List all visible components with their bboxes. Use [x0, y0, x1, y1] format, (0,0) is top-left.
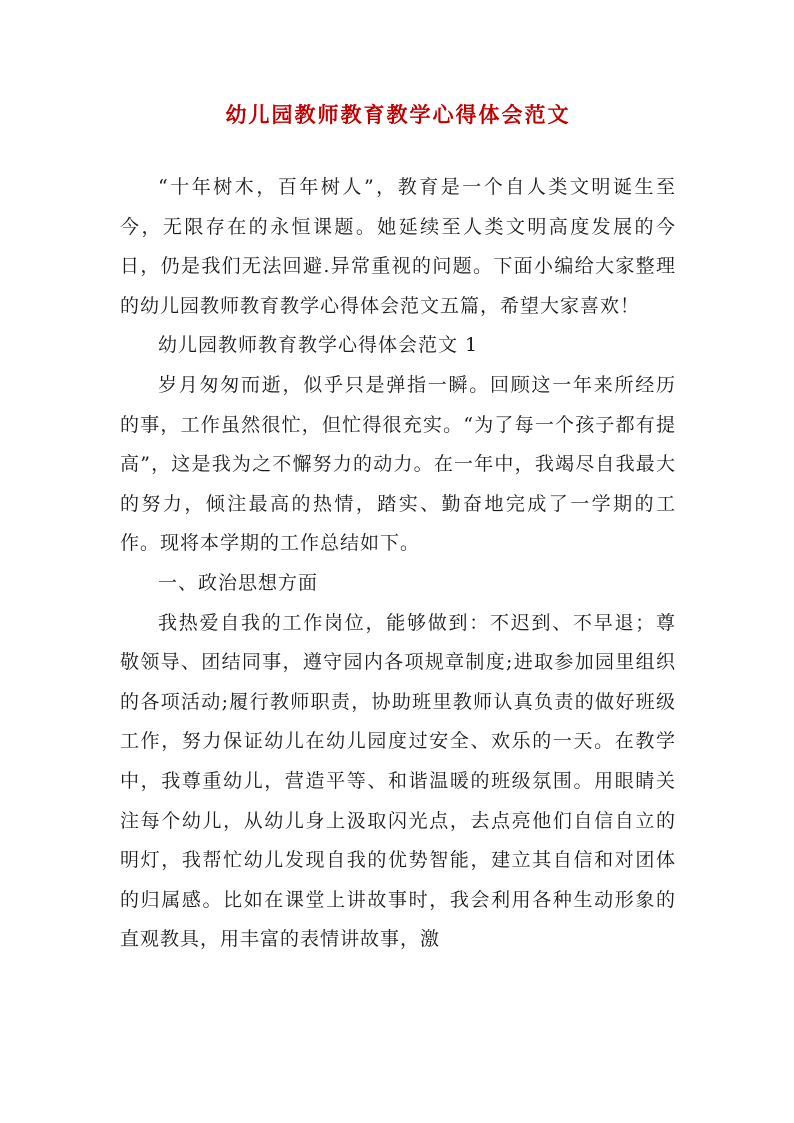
body-paragraph: 岁月匆匆而逝，似乎只是弹指一瞬。回顾这一年来所经历的事，工作虽然很忙，但忙得很充实。“为了每一个孩子都有提高”，这是我为之不懈努力的动力。在一年中，我竭尽自我最大的努力，倾注最高的热情，踏实、勤奋地完成了一学期的工作。现将本学期的工作总结如下。 [120, 373, 676, 555]
document-title: 幼儿园教师教育教学心得体会范文 [225, 102, 571, 127]
intro-paragraph: “十年树木，百年树人”，教育是一个自人类文明诞生至今，无限存在的永恒课题。她延续至人类文明高度发展的今日，仍是我们无法回避.异常重视的问题。下面小编给大家整理的幼儿园教师教育教学心得体会范文五篇，希望大家喜欢！ [120, 176, 676, 317]
document-page [120, 100, 676, 960]
section-heading-essay-1: 幼儿园教师教育教学心得体会范文 1 [158, 334, 479, 357]
body-paragraph: 我热爱自我的工作岗位，能够做到：不迟到、不早退；尊敬领导、团结同事，遵守园内各项规章制度;进取参加园里组织的各项活动;履行教师职责，协助班里教师认真负责的做好班级工作，努力保证幼儿在幼儿园度过安全、欢乐的一天。在教学中，我尊重幼儿，营造平等、和谐温暖的班级氛围。用眼睛关注每个幼儿，从幼儿身上汲取闪光点，去点亮他们自信自立的明灯，我帮忙幼儿发现自我的优势智能，建立其自信和对团体的归属感。比如在课堂上讲故事时，我会利用各种生动形象的直观教具，用丰富的表情讲故事，激 [120, 611, 676, 951]
section-heading-politics: 一、政治思想方面 [158, 571, 319, 594]
